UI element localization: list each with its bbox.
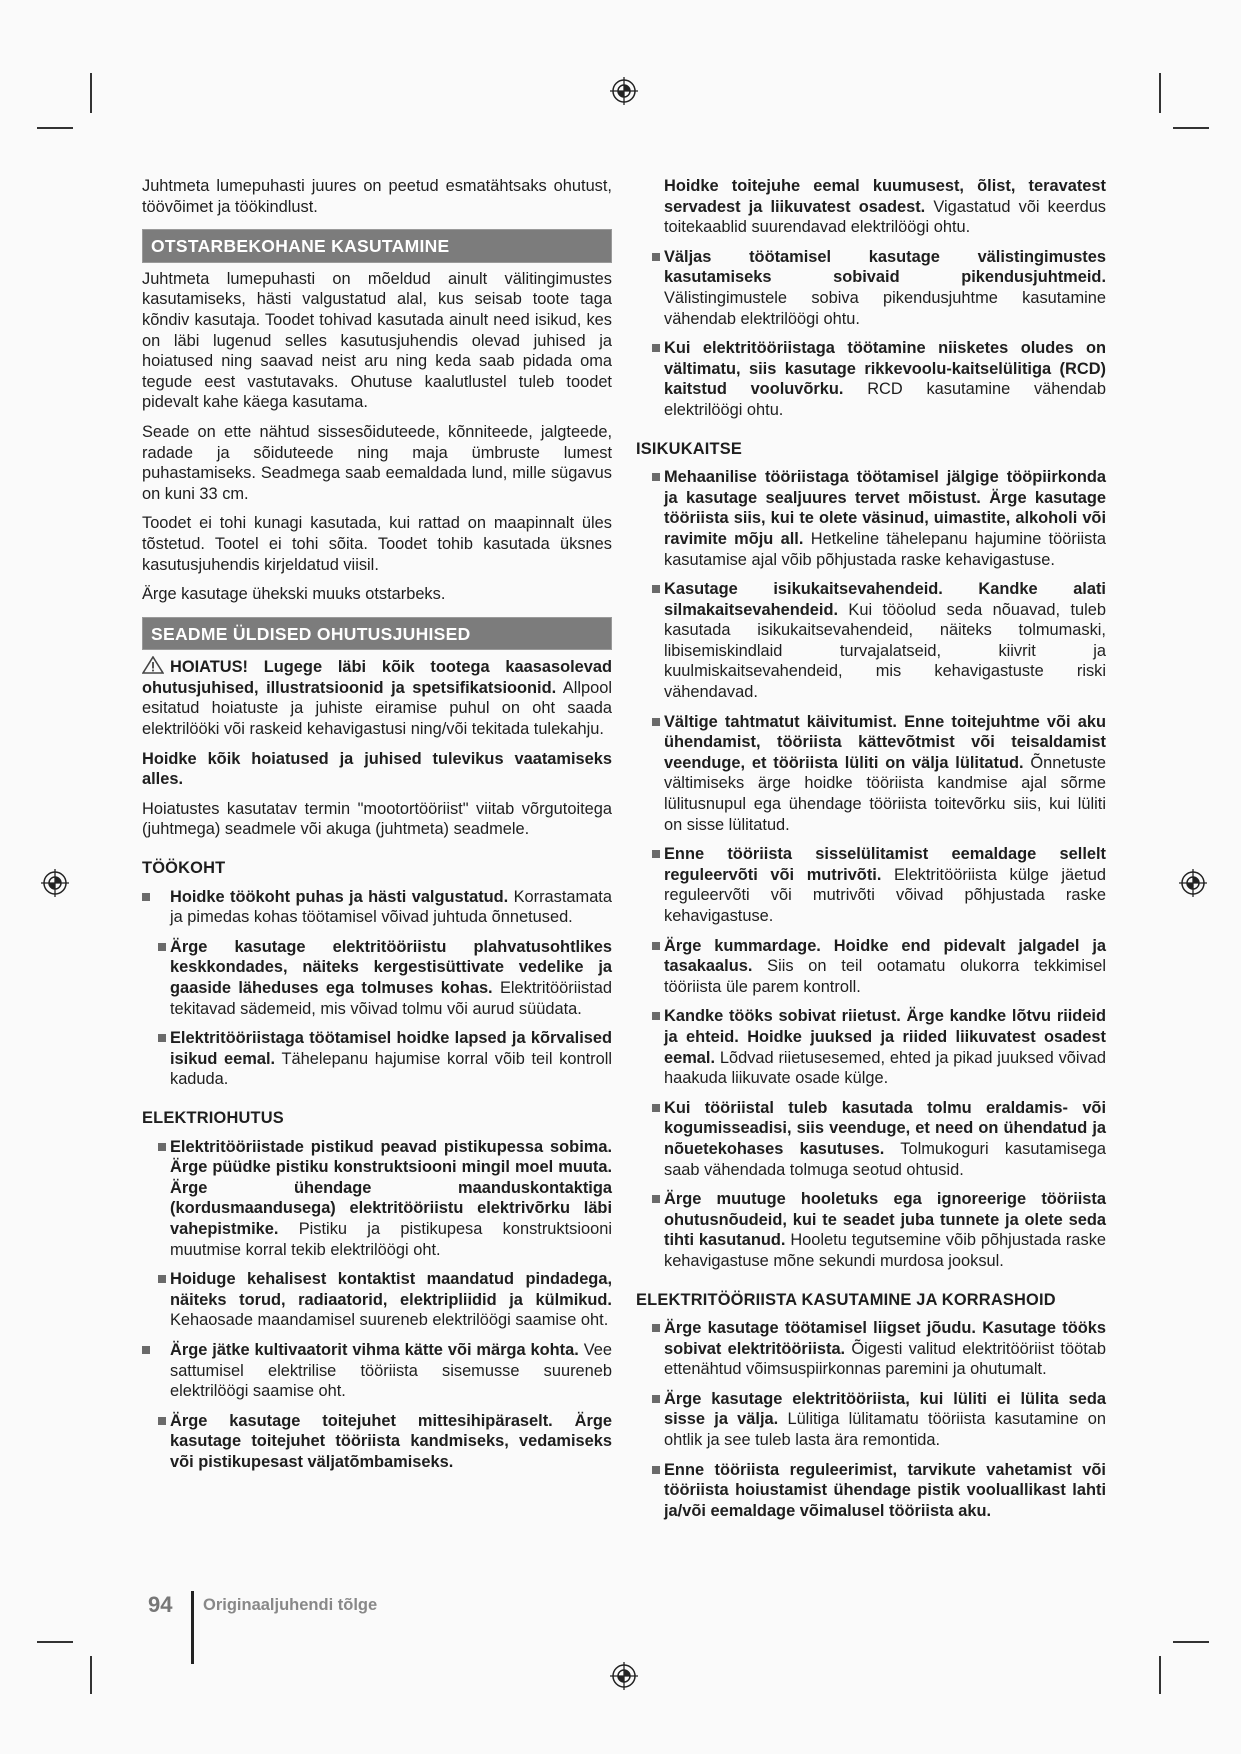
footer-divider	[191, 1591, 194, 1664]
list-item	[142, 1028, 612, 1090]
list-item	[142, 1269, 612, 1331]
list-item	[636, 579, 1106, 703]
crop-mark	[90, 73, 92, 113]
bold-text: Enne tööriista sisselülitamist eemaldage sellelt reguleervõti või mutrivõti.	[664, 845, 1106, 884]
section-header: SEADME ÜLDISED OHUTUSJUHISED	[142, 617, 612, 651]
bold-text: Elektritööriistaga töötamisel hoidke lapsed ja kõrvalised isikud eemal.	[170, 1029, 612, 1068]
registration-mark-icon	[609, 76, 639, 106]
bold-text: Ärge jätke kultivaatorit vihma kätte või märga kohta.	[170, 1340, 579, 1359]
bold-text: Hoidke kõik hoiatused ja juhised tulevikus vaatamiseks alles.	[142, 749, 612, 789]
bold-text: Ärge kasutage toitejuhet mittesihipäraselt. Ärge kasutage toitejuhet tööriista kandmiseks, vedamiseks või pistikupesast väljatõmbamiseks.	[170, 1411, 612, 1471]
body-text: Tolmukoguri kasutamisega saab vähendada tolmuga seotud ohtusid.	[664, 1139, 1106, 1179]
bullet-icon	[158, 1034, 166, 1042]
section-header: OTSTARBEKOHANE KASUTAMINE	[142, 229, 612, 263]
bullet-icon	[652, 1324, 660, 1332]
warning-triangle-icon	[142, 656, 164, 674]
registration-mark-icon	[609, 1661, 639, 1691]
body-text: Lõdvad riietusesemed, ehted ja pikad juuksed võivad haakuda liikuvate osade külge.	[664, 1048, 1106, 1088]
paragraph	[142, 584, 612, 605]
body-text: Hoiatustes kasutatav termin "mootortööriist" viitab võrgutoitega (juhtmega) seadmele või akuga (juhtmeta) seadmele.	[142, 799, 612, 839]
list-item	[142, 1137, 612, 1261]
paragraph	[636, 176, 1106, 238]
subsection-heading: ISIKUKAITSE	[636, 439, 743, 458]
bold-text: Hoidke toitejuhe eemal kuumusest, õlist, teravatest servadest ja liikuvatest osadest.	[664, 177, 1106, 216]
bold-text: Ärge kasutage elektritööriista, kui lüliti ei lülita seda sisse ja välja.	[664, 1389, 1106, 1429]
bullet-icon	[652, 253, 660, 261]
page-number: 94	[148, 1592, 173, 1617]
bold-text: Vältige tahtmatut käivitumist. Enne toitejuhtme või aku ühendamist, tööriista kättevõtmist või teisaldamist veenduge, et tööriista lüliti on välja lülitatud.	[664, 712, 1106, 772]
list-item	[636, 1006, 1106, 1088]
body-text: Õnnetuste vältimiseks ärge hoidke tööriista kandmise ajal sõrme lülitusnupul ega ühendage tööriista toitevõrku siis, kui lüliti on sisse lülitatud.	[664, 753, 1106, 834]
paragraph	[142, 799, 612, 840]
bullet-icon	[652, 1195, 660, 1203]
bold-text: Kui elektritööriistaga töötamine niisketes oludes on vältimatu, siis kasutage rikkevoolu-kaitselülitiga (RCD) kaitstud vooluvõrku.	[664, 339, 1106, 399]
crop-mark	[37, 1641, 73, 1643]
paragraph	[142, 749, 612, 790]
list-item	[142, 1411, 612, 1473]
bold-text: Kandke tööks sobivat riietust. Ärge kandke lõtvu riideid ja ehteid. Hoidke juuksed ja riided liikuvatest osadest eemal.	[664, 1007, 1106, 1067]
bold-text: Elektritööriistade pistikud peavad pistikupessa sobima. Ärge püüdke pistiku konstruktsiooni mingil moel muuta. Ärge ühendage maanduskontaktiga (kordusmaandusega) elektritööriistu elektrivõrku läbi vahepistmike.	[170, 1137, 612, 1238]
registration-mark-icon	[40, 868, 70, 898]
body-text: Kui tööolud seda nõuavad, tuleb kasutada isikukaitsevahendeid, näiteks tolmumaski, libisemiskindlaid turvajalatseid, kiivrit ja kuulmiskaitsevahendeid, mis kehavigastuste riski vähendavad.	[664, 600, 1106, 702]
crop-mark	[1159, 73, 1161, 113]
list-item	[636, 1389, 1106, 1451]
bold-text: Kui tööriistal tuleb kasutada tolmu eraldamis- või kogumisseadisi, siis veenduge, et need on ühendatud ja nõuetekohases kasutuses.	[664, 1098, 1106, 1158]
paragraph	[142, 513, 612, 575]
list-item	[636, 844, 1106, 926]
bullet-icon	[158, 943, 166, 951]
bullet-icon	[142, 1346, 150, 1354]
body-text: Kehaosade maandamisel suureneb elektrilöögi saamise oht.	[170, 1311, 609, 1330]
left-column	[142, 176, 612, 1481]
bold-text: Ärge kummardage. Hoidke end pidevalt jalgadel ja tasakaalus.	[664, 936, 1106, 976]
body-text: Hooletu tegutsemine võib põhjustada raske kehavigastuse mõne sekundi murdosa jooksul.	[664, 1231, 1106, 1270]
bullet-icon	[652, 473, 660, 481]
registration-mark-icon	[1178, 868, 1208, 898]
bold-text: Mehaanilise tööriistaga töötamisel jälgige tööpiirkonda ja kasutage sealjuures tervet mõistust. Ärge kasutage tööriista siis, kui te olete väsinud, uimastite, alkoholi või ravimite mõju all.	[664, 468, 1106, 548]
bold-text: Enne tööriista reguleerimist, tarvikute vahetamist või tööriista hoiustamist ühendage pistik vooluallikast lahti ja/või eemaldage võimalusel tööriista aku.	[664, 1460, 1106, 1520]
bullet-icon	[652, 942, 660, 950]
bullet-icon	[652, 1395, 660, 1403]
body-text: Seade on ette nähtud sissesõiduteede, kõnniteede, jalgteede, radade ja sõiduteede ning maja ümbruste lumest puhastamiseks. Seadmega saab eemaldada lund, mille sügavus on kuni 33 cm.	[142, 422, 612, 503]
bold-text: Hoiduge kehalisest kontaktist maandatud pindadega, näiteks torud, radiaatorid, elektripliidid ja külmikud.	[170, 1270, 612, 1309]
bullet-icon	[652, 850, 660, 858]
body-text: Juhtmeta lumepuhasti on mõeldud ainult välitingimustes kasutamiseks, hästi valgustatud alal, kus seisab toote taga kõndiv kasutaja. Toodet tohivad kasutada ainult need isikud, kes on läbi lugenud selles kasutusjuhendis olevad juhised ja hoiatused ning saavad neist aru ning keda saab pidada oma tegude eest vastutavaks. Ohutuse kaalutlustel tuleb toodet pidevalt kahe käega kasutama.	[142, 269, 612, 412]
subsection-heading: ELEKTRITÖÖRIISTA KASUTAMINE JA KORRASHOID	[636, 1290, 1056, 1309]
body-text: Toodet ei tohi kunagi kasutada, kui rattad on maapinnalt üles tõstetud. Tootel ei tohi sõita. Toodet tohib kasutada üksnes kasutusjuhendis kirjeldatud viisil.	[142, 514, 612, 574]
bullet-icon	[652, 1466, 660, 1474]
warning-paragraph	[142, 656, 612, 739]
bullet-icon	[652, 585, 660, 593]
list-item	[636, 338, 1106, 420]
paragraph	[142, 422, 612, 504]
list-item	[636, 712, 1106, 836]
bold-text: Väljas töötamisel kasutage välistingimustes kasutamiseks sobivaid pikendusjuhtmeid.	[664, 247, 1106, 287]
body-text: Elektritööriista külge jäetud reguleervõti või mutrivõti võivad põhjustada raske kehavigastuse.	[664, 865, 1106, 925]
crop-mark	[1173, 1641, 1209, 1643]
body-text: Siis on teil ootamatu olukorra tekkimisel tööriista üle parem kontroll.	[664, 957, 1106, 996]
list-item	[142, 937, 612, 1019]
body-text: Õigesti valitud elektritööriist töötab ettenähtud võimsuspiirkonnas paremini ja ohutumalt.	[664, 1339, 1106, 1379]
list-item	[636, 1460, 1106, 1522]
bullet-icon	[158, 1275, 166, 1283]
body-text: Tähelepanu hajumise korral võib teil kontroll kaduda.	[170, 1049, 612, 1089]
body-text: Pistiku ja pistikupesa konstruktsiooni muutmise korral tekib elektrilöögi oht.	[170, 1219, 612, 1259]
subsection-heading: TÖÖKOHT	[142, 859, 226, 878]
crop-mark	[90, 1656, 92, 1694]
list-item	[636, 1318, 1106, 1380]
crop-mark	[37, 127, 73, 129]
bullet-icon	[652, 718, 660, 726]
bold-text: Ärge muutuge hooletuks ega ignoreerige tööriista ohutusnõudeid, kui te seadet juba tunnete ja olete seda tihti kasutanud.	[664, 1190, 1106, 1250]
bold-text: HOIATUS! Lugege läbi kõik tootega kaasasolevad ohutusjuhised, illustratsioonid ja spetsifikatsioonid.	[142, 658, 612, 697]
bold-text: Hoidke töökoht puhas ja hästi valgustatud.	[170, 887, 509, 906]
paragraph	[142, 176, 612, 217]
bullet-icon	[652, 344, 660, 352]
body-text: RCD kasutamine vähendab elektrilöögi ohtu.	[664, 380, 1106, 419]
list-item	[142, 887, 612, 928]
body-text: Lülitiga lülitamatu tööriista kasutamine on ohtlik ja see tuleb lasta ära remontida.	[664, 1410, 1106, 1450]
list-item	[636, 247, 1106, 329]
bullet-icon	[652, 1104, 660, 1112]
bullet-icon	[158, 1143, 166, 1151]
body-text: Vigastatud või keerdus toitekaablid suurendavad elektrilöögi ohtu.	[664, 197, 1106, 237]
footer-title: Originaaljuhendi tõlge	[203, 1596, 378, 1614]
list-item	[636, 467, 1106, 570]
body-text: Hetkeline tähelepanu hajumine tööriista kasutamise ajal võib põhjustada raske kehavigastuse.	[664, 529, 1107, 569]
bold-text: Ärge kasutage elektritööriistu plahvatusohtlikes keskkondades, näiteks kergestisüttivate vedelike ja gaaside läheduses ega tolmuses kohas.	[170, 937, 612, 997]
list-item	[636, 1189, 1106, 1271]
body-text: Juhtmeta lumepuhasti juures on peetud esmatähtsaks ohutust, töövõimet ja töökindlust.	[142, 177, 612, 216]
body-text: Elektritööriistad tekitavad sädemeid, mis võivad tolmu või aurud süüdata.	[170, 979, 612, 1018]
subsection-heading: ELEKTRIOHUTUS	[142, 1108, 284, 1127]
crop-mark	[1173, 127, 1209, 129]
bullet-icon	[142, 893, 150, 901]
list-item	[636, 1098, 1106, 1180]
right-column	[636, 176, 1106, 1530]
body-text: Ärge kasutage ühekski muuks otstarbeks.	[142, 585, 446, 604]
list-item	[142, 1340, 612, 1402]
bullet-icon	[652, 1012, 660, 1020]
body-text: Välistingimustele sobiva pikendusjuhtme kasutamine vähendab elektrilöögi ohtu.	[664, 288, 1106, 328]
crop-mark	[1159, 1656, 1161, 1694]
bold-text: Ärge kasutage töötamisel liigset jõudu. Kasutage tööks sobivat elektritööriista.	[664, 1319, 1106, 1358]
bullet-icon	[158, 1417, 166, 1425]
paragraph	[142, 269, 612, 413]
body-text: Vee sattumisel elektrilise tööriista sisemusse suureneb elektrilöögi saamise oht.	[170, 1340, 612, 1401]
bold-text: Kasutage isikukaitsevahendeid. Kandke alati silmakaitsevahendeid.	[664, 580, 1106, 619]
list-item	[636, 936, 1106, 998]
body-text: Korrastamata ja pimedas kohas töötamisel võivad juhtuda õnnetused.	[170, 887, 612, 927]
body-text: Allpool esitatud hoiatuste ja juhiste eiramise puhul on oht saada elektrilööki või raskeid kehavigastusi ning/või tekitada tulekahju.	[142, 678, 612, 739]
